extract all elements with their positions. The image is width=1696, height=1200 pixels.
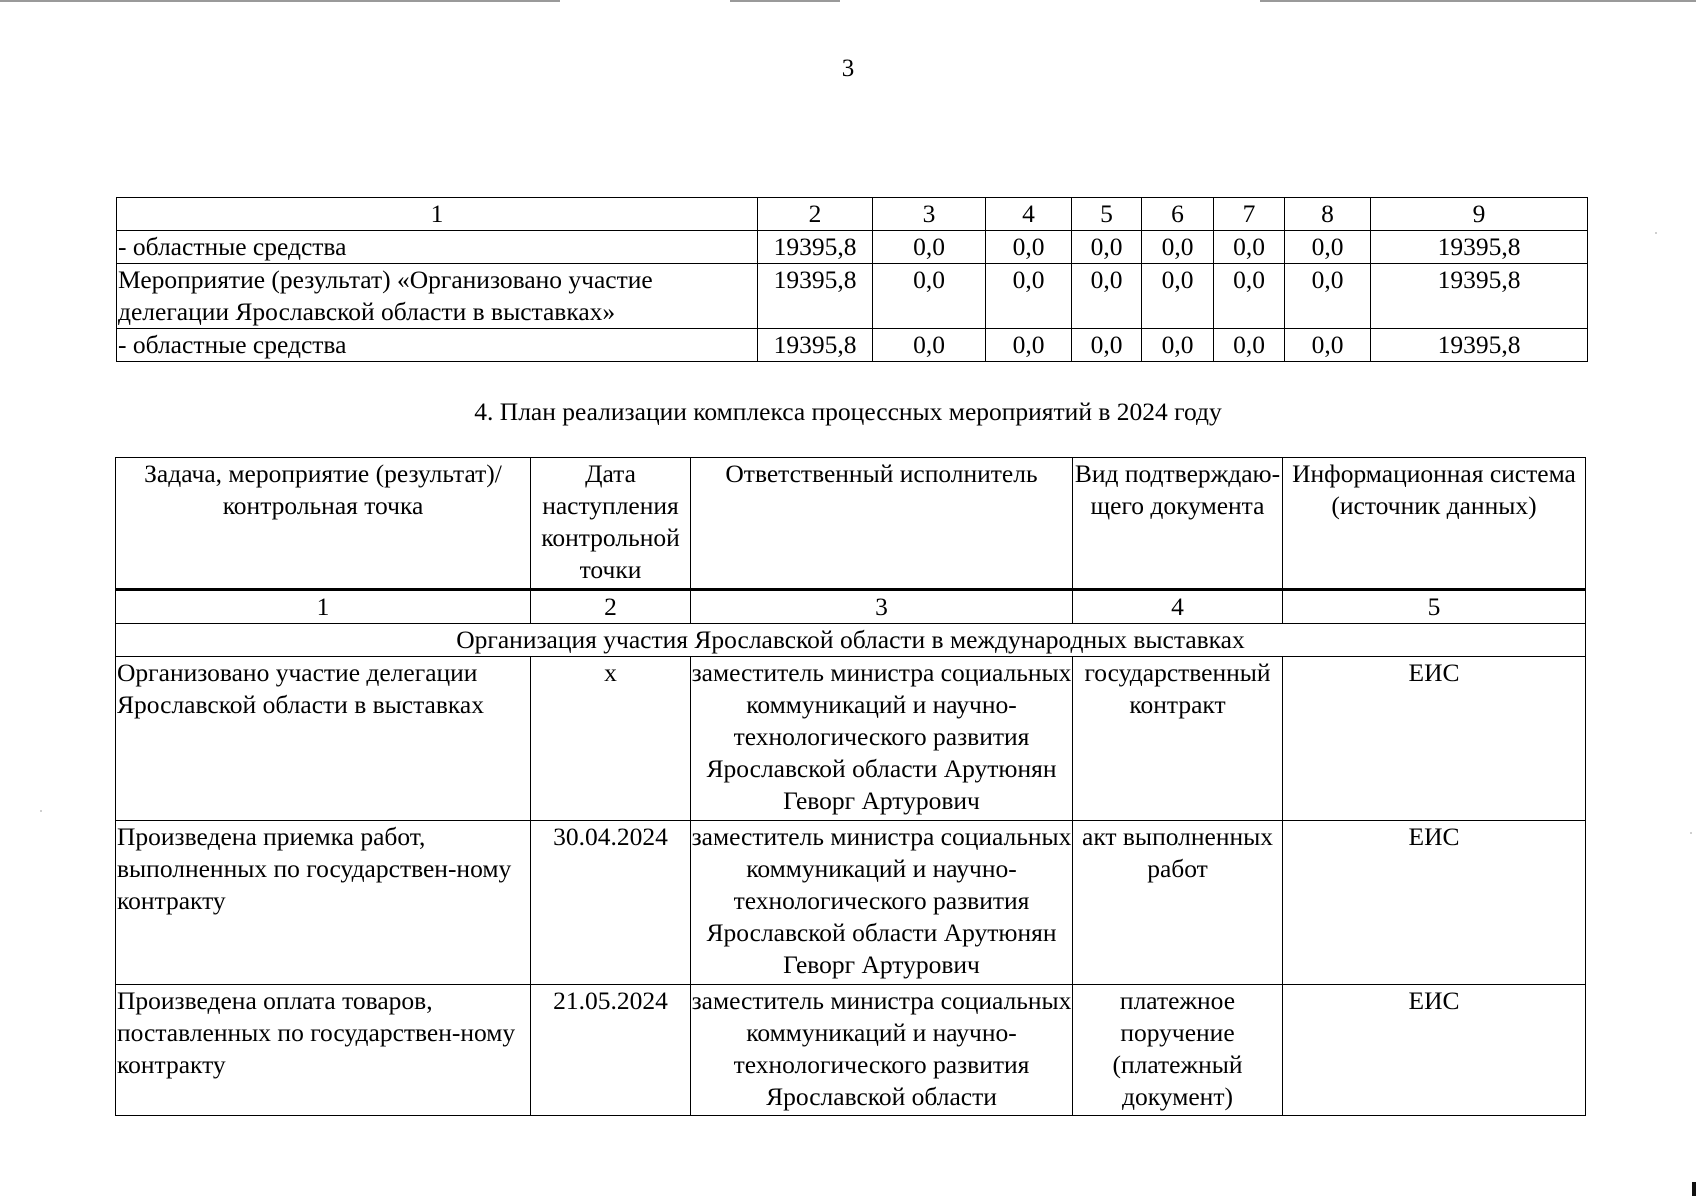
plan-system-cell: ЕИС [1283,985,1586,1116]
budget-row [117,231,1588,264]
plan-executor-cell: заместитель министра социальных коммуникаций и научно-технологического развития Ярославской области Арутюнян Геворг Артурович [691,657,1073,821]
budget-cell: 0,0 [986,329,1072,362]
scan-speck [40,810,42,812]
scan-top-edge [0,0,560,2]
budget-header-cell: 6 [1142,198,1214,231]
budget-header-cell: 4 [986,198,1072,231]
scan-speck [1655,232,1657,234]
budget-row-label: - областные средства [117,329,758,362]
budget-header-cell: 3 [873,198,986,231]
plan-column-number: 2 [531,590,691,624]
budget-cell: 0,0 [1072,264,1142,329]
budget-cell: 0,0 [873,329,986,362]
plan-row [116,821,1586,985]
plan-header-row [116,458,1586,590]
budget-table [116,197,1588,362]
plan-task-cell: Организовано участие делегации Ярославской области в выставках [116,657,531,821]
budget-cell: 0,0 [1214,329,1285,362]
page-number: 3 [841,55,855,82]
budget-row [117,329,1588,362]
plan-system-cell: ЕИС [1283,821,1586,985]
budget-row-label: Мероприятие (результат) «Организовано участие делегации Ярославской области в выставках» [117,264,758,329]
budget-header-cell: 7 [1214,198,1285,231]
budget-header-cell: 8 [1285,198,1371,231]
plan-section-title: Организация участия Ярославской области в международных выставках [116,624,1586,657]
plan-row [116,985,1586,1116]
plan-column-number: 5 [1283,590,1586,624]
plan-header-cell: Вид подтверждаю-щего документа [1073,458,1283,590]
budget-cell: 0,0 [986,231,1072,264]
plan-column-number-row [116,590,1586,624]
budget-cell: 19395,8 [1371,231,1588,264]
plan-system-cell: ЕИС [1283,657,1586,821]
budget-cell: 0,0 [986,264,1072,329]
plan-header-cell: Дата наступления контрольной точки [531,458,691,590]
scan-top-edge [1260,0,1696,2]
plan-document-cell: государственный контракт [1073,657,1283,821]
plan-document-cell: платежное поручение (платежный документ) [1073,985,1283,1116]
budget-header-cell: 9 [1371,198,1588,231]
scan-speck [1690,832,1692,834]
plan-date-cell: х [531,657,691,821]
budget-header-cell: 5 [1072,198,1142,231]
section-title: 4. План реализации комплекса процессных мероприятий в 2024 году [474,397,1222,426]
budget-cell: 0,0 [1142,231,1214,264]
budget-cell: 0,0 [1285,264,1371,329]
budget-cell: 0,0 [1214,264,1285,329]
budget-header-cell: 1 [117,198,758,231]
budget-cell: 19395,8 [1371,329,1588,362]
budget-row [117,264,1588,329]
budget-cell: 0,0 [1072,329,1142,362]
plan-executor-cell: заместитель министра социальных коммуникаций и научно-технологического развития Ярославской области Арутюнян Геворг Артурович [691,821,1073,985]
plan-table [115,457,1586,1116]
budget-cell: 19395,8 [758,231,873,264]
scan-edge-mark [1692,1182,1696,1196]
budget-cell: 0,0 [1214,231,1285,264]
budget-cell: 0,0 [1142,264,1214,329]
plan-column-number: 1 [116,590,531,624]
budget-cell: 19395,8 [758,329,873,362]
budget-cell: 0,0 [873,231,986,264]
plan-column-number: 4 [1073,590,1283,624]
plan-header-cell: Задача, мероприятие (результат)/ контрольная точка [116,458,531,590]
plan-section-row [116,624,1586,657]
budget-row-label: - областные средства [117,231,758,264]
plan-column-number: 3 [691,590,1073,624]
budget-cell: 19395,8 [1371,264,1588,329]
plan-row [116,657,1586,821]
budget-cell: 0,0 [1072,231,1142,264]
budget-cell: 0,0 [1142,329,1214,362]
plan-header-cell: Ответственный исполнитель [691,458,1073,590]
scan-top-edge [730,0,840,2]
budget-cell: 19395,8 [758,264,873,329]
plan-header-cell: Информационная система (источник данных) [1283,458,1586,590]
budget-header-cell: 2 [758,198,873,231]
plan-date-cell: 21.05.2024 [531,985,691,1116]
plan-document-cell: акт выполненных работ [1073,821,1283,985]
budget-cell: 0,0 [873,264,986,329]
budget-header-row [117,198,1588,231]
plan-date-cell: 30.04.2024 [531,821,691,985]
budget-cell: 0,0 [1285,329,1371,362]
plan-executor-cell: заместитель министра социальных коммуникаций и научно-технологического развития Ярославской области [691,985,1073,1116]
plan-task-cell: Произведена приемка работ, выполненных по государствен-ному контракту [116,821,531,985]
budget-cell: 0,0 [1285,231,1371,264]
plan-task-cell: Произведена оплата товаров, поставленных по государствен-ному контракту [116,985,531,1116]
